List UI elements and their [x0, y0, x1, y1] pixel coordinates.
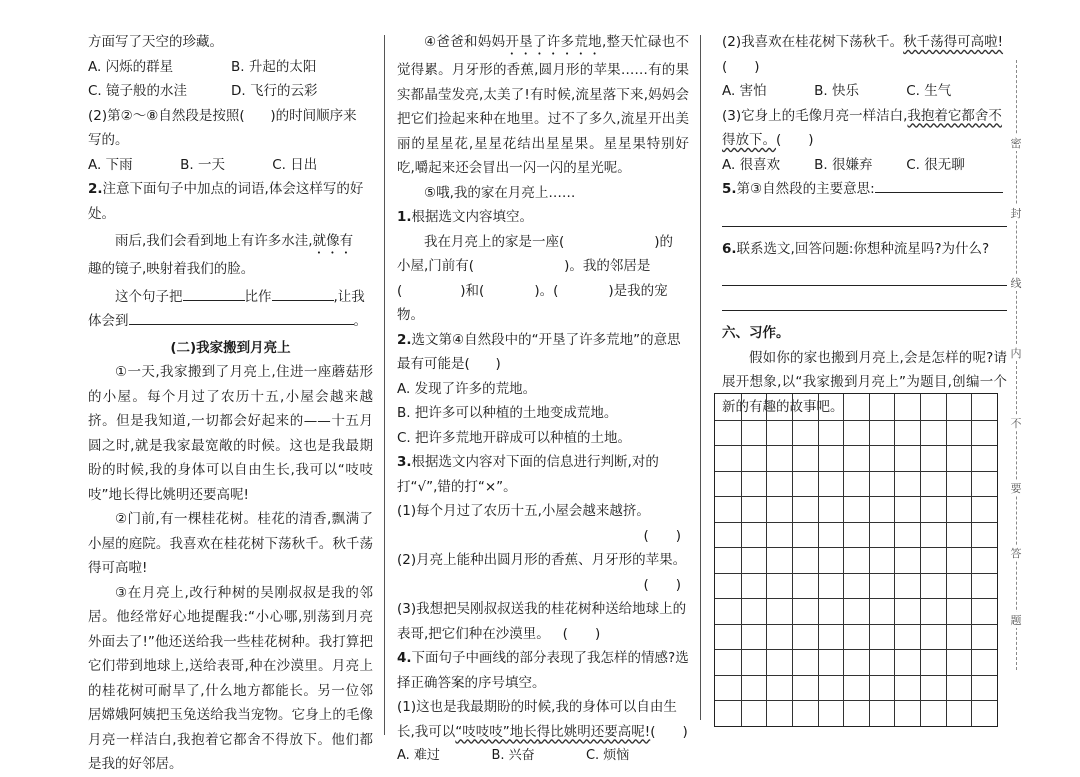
grid-lines — [715, 394, 997, 726]
options-row — [88, 153, 373, 178]
answer-line[interactable] — [722, 286, 1007, 311]
answer-paren[interactable]: ( ) — [643, 576, 681, 593]
fill-line — [397, 254, 689, 279]
seal-char: 封 — [1010, 207, 1022, 220]
section-heading: 六、习作。 — [722, 325, 790, 341]
text-line: 方面写了天空的珍藏。 — [88, 34, 223, 50]
text-span: )的 — [654, 233, 674, 250]
underlined-phrase: 我抱着它都舍不得放下。 — [722, 107, 1002, 148]
dotted-words: 就像有 — [312, 233, 354, 249]
answer-blank[interactable] — [875, 178, 1003, 193]
options-row — [722, 79, 1007, 104]
seal-char: 答 — [1010, 547, 1022, 560]
question-text: 根据选文内容填空。 — [411, 209, 534, 225]
answer-paren[interactable]: ( ) — [722, 58, 760, 75]
question-2 — [88, 177, 373, 226]
paragraph: ⑤哦,我的家在月亮上…… — [424, 184, 576, 201]
text-span: 我在月亮上的家是一座( — [424, 233, 565, 250]
text-line: 写的。 — [88, 132, 129, 148]
question-5 — [722, 177, 1007, 202]
judge-item — [397, 597, 689, 646]
text-span: 这个句子把 — [115, 288, 183, 305]
answer-blank[interactable] — [129, 310, 354, 325]
column-2 — [397, 30, 689, 769]
option: C. 日出 — [272, 156, 318, 173]
text-span: (3)它身上的毛像月亮一样洁白, — [722, 107, 908, 124]
paragraph: ②门前,有一棵桂花树。桂花的清香,飘满了小屋的庭院。我喜欢在桂花树下荡秋千。秋千荡得可高啦! — [88, 511, 373, 576]
question-6 — [722, 237, 1007, 262]
option: C. 很无聊 — [906, 156, 965, 173]
underlined-phrase: “吱吱吱”地长得比姚明还要高呢! — [455, 723, 651, 740]
text-span: 。 — [353, 313, 367, 329]
paragraph: ③在月亮上,改行种树的吴刚叔叔是我的邻居。他经常好心地提醒我:“小心哪,别荡到月亮外面去了!”他还送给我一些桂花树种。我打算把它们带到地球上,送给表哥,种在沙漠里。月亮上的桂花树可耐旱了,什么地方都能长。另一位邻居嫦娥阿姨把玉兔送给我当宠物。它身上的毛像月亮一样洁白,我抱着它都舍不得放下。他们都是我的好邻居。 — [88, 584, 373, 772]
option: A. 害怕 — [722, 83, 767, 99]
option: B. 快乐 — [814, 83, 859, 99]
text-span: ,整天忙碌也不觉得累。月牙形的香蕉,圆月形的苹果……有的果实都晶莹发亮,太美了!有时候,流星落下来,妈妈会把它们捡起来种在地里。过不了多久,流星开出美丽的星星花,星星花结出星星果。星星果特别好吃,嚼起来还会冒出一闪一闪的星光呢。 — [397, 34, 689, 176]
question-text: 注意下面句子中加点的词语,体会这样写的好处。 — [88, 181, 364, 222]
column-3 — [722, 30, 1007, 419]
question-number: 2. — [88, 181, 103, 197]
seal-char: 线 — [1010, 277, 1022, 290]
dotted-words: 开垦了许多荒地 — [505, 34, 602, 50]
answer-blank[interactable] — [272, 286, 334, 301]
options-row — [397, 744, 689, 769]
option: B. 一天 — [180, 156, 225, 173]
text-span: 雨后,我们会看到地上有许多水洼, — [115, 233, 313, 249]
answer-line[interactable] — [722, 202, 1007, 227]
text-span: ( — [397, 282, 403, 299]
seal-char: 题 — [1010, 614, 1022, 627]
seal-char: 要 — [1010, 482, 1022, 495]
question-3 — [397, 450, 689, 499]
question-text — [88, 104, 373, 129]
page-number: - — [538, 738, 542, 749]
writing-grid[interactable] — [714, 393, 998, 727]
text-span: )和( — [460, 282, 485, 299]
question-number: 1. — [397, 209, 412, 225]
text-span: 体会到 — [88, 313, 129, 329]
question-text: 根据选文内容对下面的信息进行判断,对的打“√”,错的打“×”。 — [397, 454, 659, 495]
options-row — [88, 79, 373, 104]
question-number: 2. — [397, 331, 412, 348]
question-text: 第③自然段的主要意思: — [736, 181, 875, 197]
text-span: )的时间顺序来 — [270, 107, 357, 124]
question-number: 4. — [397, 650, 412, 666]
option: A. 难过 — [397, 748, 440, 763]
answer-paren[interactable]: ( ) — [650, 723, 688, 740]
question-2 — [397, 328, 689, 377]
option: B. 把许多可以种植的土地变成荒地。 — [397, 405, 618, 421]
column-1 — [88, 30, 373, 777]
text-span: 小屋,门前有( — [397, 258, 475, 274]
seal-char: 密 — [1010, 137, 1022, 150]
underlined-phrase: 秋千荡得可高啦! — [903, 34, 1004, 50]
text-span: (2)第②～⑧自然段是按照( — [88, 107, 245, 124]
text-span: ,让我 — [333, 288, 365, 305]
question-1 — [397, 205, 689, 230]
options-row — [722, 153, 1007, 178]
fill-line — [397, 230, 689, 255]
judge-item: (1)每个月过了农历十五,小屋会越来越挤。 — [397, 503, 650, 519]
passage-title: (二)我家搬到月亮上 — [170, 339, 291, 356]
fill-line — [397, 279, 689, 328]
question-number: 5. — [722, 181, 737, 197]
text-span: )。我的邻居是 — [564, 258, 651, 274]
sub-question — [397, 695, 689, 744]
option: A. 下雨 — [88, 156, 133, 173]
fill-sentence — [88, 285, 373, 310]
question-text: 下面句子中画线的部分表现了我怎样的情感?选择正确答案的序号填空。 — [397, 650, 689, 691]
sub-question — [722, 30, 1007, 79]
answer-line[interactable] — [722, 261, 1007, 286]
option: A. 发现了许多的荒地。 — [397, 380, 537, 397]
option: B. 很嫌弃 — [814, 156, 873, 173]
question-4 — [397, 646, 689, 695]
options-row — [88, 55, 373, 80]
paragraph — [397, 30, 689, 181]
text-span: (3)我想把吴刚叔叔送我的桂花树种送给地球上的表哥,把它们种在沙漠里。 — [397, 601, 687, 642]
option: B. 兴奋 — [491, 748, 535, 763]
judge-item: (2)月亮上能种出圆月形的香蕉、月牙形的苹果。 — [397, 552, 687, 568]
text-span: ④爸爸和妈妈 — [424, 34, 506, 50]
option: D. 飞行的云彩 — [231, 83, 318, 99]
text-span: (2)我喜欢在桂花树下荡秋千。 — [722, 34, 904, 50]
question-number: 6. — [722, 240, 737, 257]
seal-line — [1016, 60, 1017, 670]
sub-question — [722, 104, 1007, 153]
question-text: 联系选文,回答问题:你想种流星吗?为什么? — [736, 240, 990, 257]
paragraph: ①一天,我家搬到了月亮上,住进一座蘑菇形的小屋。每个月过了农历十五,小屋会越来越挤。但是我知道,一切都会好起来的——十五月圆之时,就是我家最宽敞的时候。这也是我最期盼的时候,我的身体可以自由生长,我可以“吱吱吱”地长得比姚明还要高呢! — [88, 364, 373, 503]
text-span: )是我的宠物。 — [397, 282, 668, 323]
option: C. 生气 — [906, 83, 952, 99]
option: A. 很喜欢 — [722, 156, 781, 173]
text-line: 趣的镜子,映射着我们的脸。 — [88, 261, 255, 277]
option: C. 镜子般的水洼 — [88, 83, 188, 99]
column-divider-right — [700, 35, 701, 720]
fill-sentence — [88, 309, 373, 334]
question-text: 选文第④自然段中的“开垦了许多荒地”的意思最有可能是( — [397, 331, 681, 372]
option: C. 把许多荒地开辟成可以种植的土地。 — [397, 429, 632, 446]
text-span: (1)这也是我最期盼的时候,我的身体可以自由生长,我可以 — [397, 699, 677, 740]
question-number: 3. — [397, 454, 412, 470]
essay-prompt: 假如你的家也搬到月亮上,会是怎样的呢?请展开想象,以“我家搬到月亮上”为题目,创编一个新的有趣的故事吧。 — [722, 349, 1007, 415]
column-divider-left — [384, 35, 385, 735]
text-span: )。( — [534, 282, 559, 299]
answer-blank[interactable] — [183, 286, 245, 301]
seal-char: 内 — [1010, 347, 1022, 360]
answer-paren[interactable]: ( ) — [776, 132, 814, 148]
text-span: 比作 — [244, 288, 272, 305]
option: B. 升起的太阳 — [231, 58, 317, 75]
answer-paren[interactable]: ( ) — [562, 625, 601, 642]
answer-paren[interactable]: ( ) — [643, 527, 681, 544]
option: A. 闪烁的群星 — [88, 58, 174, 75]
quoted-sentence — [88, 229, 373, 257]
seal-char: 不 — [1010, 417, 1022, 430]
text-span: ) — [495, 356, 501, 372]
option: C. 烦恼 — [585, 748, 630, 763]
